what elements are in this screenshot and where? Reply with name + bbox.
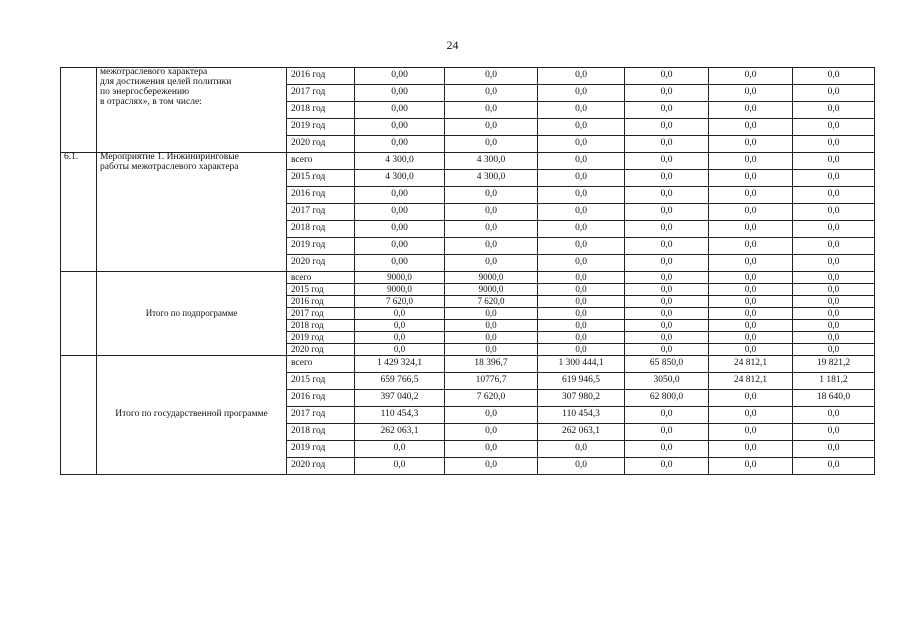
section-name-line: Мероприятие 1. Инжиниринговые (100, 152, 239, 162)
value-cell: 0,0 (625, 153, 709, 170)
value-cell: 0,0 (625, 320, 709, 332)
period-cell: 2016 год (287, 187, 355, 204)
value-cell: 0,00 (355, 187, 445, 204)
period-cell: всего (287, 356, 355, 373)
value-cell: 0,0 (538, 153, 625, 170)
value-cell: 0,0 (709, 296, 793, 308)
value-cell: 0,0 (355, 320, 445, 332)
value-cell: 0,0 (709, 187, 793, 204)
value-cell: 0,0 (538, 296, 625, 308)
value-cell: 0,0 (538, 221, 625, 238)
value-cell: 19 821,2 (793, 356, 875, 373)
value-cell: 1 181,2 (793, 373, 875, 390)
value-cell: 0,0 (445, 424, 538, 441)
period-cell: 2018 год (287, 102, 355, 119)
value-cell: 0,0 (538, 344, 625, 356)
value-cell: 0,0 (625, 272, 709, 284)
value-cell: 4 300,0 (445, 170, 538, 187)
value-cell: 0,0 (625, 102, 709, 119)
value-cell: 24 812,1 (709, 356, 793, 373)
value-cell: 0,0 (793, 187, 875, 204)
value-cell: 0,0 (538, 238, 625, 255)
value-cell: 619 946,5 (538, 373, 625, 390)
value-cell: 0,0 (538, 187, 625, 204)
value-cell: 0,0 (793, 332, 875, 344)
value-cell: 0,0 (709, 272, 793, 284)
value-cell: 0,0 (709, 255, 793, 272)
value-cell: 659 766,5 (355, 373, 445, 390)
period-cell: 2016 год (287, 296, 355, 308)
section-name-cell (97, 272, 287, 356)
value-cell: 3050,0 (625, 373, 709, 390)
value-cell: 0,0 (793, 255, 875, 272)
value-cell: 0,0 (538, 458, 625, 475)
value-cell: 0,0 (709, 441, 793, 458)
value-cell: 0,0 (625, 458, 709, 475)
value-cell: 0,0 (793, 407, 875, 424)
row-index-cell (61, 68, 97, 153)
value-cell: 0,0 (625, 255, 709, 272)
value-cell: 0,0 (538, 68, 625, 85)
period-cell: всего (287, 272, 355, 284)
row-index-cell: 6.1. (61, 153, 97, 272)
value-cell: 24 812,1 (709, 373, 793, 390)
period-cell: 2020 год (287, 136, 355, 153)
value-cell: 0,00 (355, 204, 445, 221)
value-cell: 0,0 (538, 170, 625, 187)
value-cell: 0,0 (445, 441, 538, 458)
value-cell: 0,0 (538, 85, 625, 102)
value-cell: 1 300 444,1 (538, 356, 625, 373)
value-cell: 18 640,0 (793, 390, 875, 407)
value-cell: 0,0 (445, 85, 538, 102)
value-cell: 7 620,0 (445, 390, 538, 407)
value-cell: 0,0 (625, 119, 709, 136)
value-cell: 262 063,1 (538, 424, 625, 441)
value-cell: 0,0 (793, 272, 875, 284)
value-cell: 0,0 (355, 308, 445, 320)
value-cell: 0,0 (445, 320, 538, 332)
value-cell: 9000,0 (445, 284, 538, 296)
value-cell: 0,0 (445, 136, 538, 153)
value-cell: 0,0 (793, 170, 875, 187)
value-cell: 0,0 (793, 238, 875, 255)
value-cell: 0,0 (625, 308, 709, 320)
period-cell: 2020 год (287, 458, 355, 475)
value-cell: 1 429 324,1 (355, 356, 445, 373)
value-cell: 0,0 (625, 187, 709, 204)
period-cell: 2019 год (287, 238, 355, 255)
value-cell: 0,0 (709, 119, 793, 136)
period-cell: 2019 год (287, 332, 355, 344)
value-cell: 0,00 (355, 85, 445, 102)
value-cell: 0,00 (355, 238, 445, 255)
section-name-line: Итого по государственной программе (115, 409, 268, 420)
row-index-cell (61, 272, 97, 356)
value-cell: 110 454,3 (538, 407, 625, 424)
value-cell: 0,0 (709, 390, 793, 407)
period-cell: 2016 год (287, 390, 355, 407)
value-cell: 0,0 (709, 221, 793, 238)
value-cell: 0,0 (625, 221, 709, 238)
value-cell: 0,0 (625, 296, 709, 308)
value-cell: 0,00 (355, 68, 445, 85)
budget-table (60, 67, 875, 475)
value-cell: 0,0 (709, 308, 793, 320)
page-number: 24 (446, 38, 459, 52)
period-cell: 2017 год (287, 308, 355, 320)
section-name-line: работы межотраслевого характера (100, 161, 239, 172)
period-cell: 2018 год (287, 221, 355, 238)
value-cell: 0,0 (709, 85, 793, 102)
value-cell: 7 620,0 (445, 296, 538, 308)
value-cell: 0,0 (625, 204, 709, 221)
value-cell: 0,0 (445, 68, 538, 85)
value-cell: 0,0 (793, 296, 875, 308)
value-cell: 0,0 (793, 308, 875, 320)
value-cell: 0,0 (793, 119, 875, 136)
period-cell: 2017 год (287, 85, 355, 102)
period-cell: всего (287, 153, 355, 170)
value-cell: 0,0 (709, 332, 793, 344)
table-row (61, 153, 875, 170)
table-row (61, 68, 875, 85)
value-cell: 0,00 (355, 119, 445, 136)
value-cell: 0,0 (709, 320, 793, 332)
value-cell: 0,0 (793, 458, 875, 475)
period-cell: 2015 год (287, 373, 355, 390)
value-cell: 0,0 (445, 204, 538, 221)
value-cell: 0,0 (445, 255, 538, 272)
section-name-cell (97, 68, 287, 153)
value-cell: 0,0 (625, 136, 709, 153)
value-cell: 4 300,0 (355, 170, 445, 187)
value-cell: 0,0 (793, 136, 875, 153)
value-cell: 0,0 (793, 424, 875, 441)
period-cell: 2018 год (287, 320, 355, 332)
value-cell: 0,0 (625, 407, 709, 424)
value-cell: 65 850,0 (625, 356, 709, 373)
value-cell: 0,0 (793, 441, 875, 458)
value-cell: 0,0 (793, 221, 875, 238)
value-cell: 62 800,0 (625, 390, 709, 407)
section-name-line: для достижения целей политики (100, 76, 232, 87)
value-cell: 0,0 (793, 204, 875, 221)
value-cell: 0,0 (445, 308, 538, 320)
value-cell: 0,0 (445, 407, 538, 424)
value-cell: 9000,0 (445, 272, 538, 284)
value-cell: 0,0 (538, 204, 625, 221)
period-cell: 2015 год (287, 284, 355, 296)
table-row (61, 356, 875, 373)
value-cell: 0,0 (625, 68, 709, 85)
period-cell: 2020 год (287, 344, 355, 356)
value-cell: 0,0 (709, 204, 793, 221)
value-cell: 10776,7 (445, 373, 538, 390)
value-cell: 0,0 (793, 344, 875, 356)
table-row (61, 272, 875, 284)
value-cell: 0,0 (709, 284, 793, 296)
value-cell: 0,0 (445, 238, 538, 255)
value-cell: 0,0 (538, 255, 625, 272)
value-cell: 0,0 (538, 441, 625, 458)
value-cell: 0,0 (709, 136, 793, 153)
value-cell: 0,0 (538, 102, 625, 119)
value-cell: 0,0 (709, 170, 793, 187)
value-cell: 0,0 (538, 284, 625, 296)
value-cell: 0,0 (445, 102, 538, 119)
value-cell: 0,0 (709, 102, 793, 119)
row-index-cell (61, 356, 97, 475)
value-cell: 0,0 (793, 102, 875, 119)
period-cell: 2019 год (287, 441, 355, 458)
value-cell: 0,0 (445, 458, 538, 475)
value-cell: 9000,0 (355, 272, 445, 284)
value-cell: 0,00 (355, 255, 445, 272)
value-cell: 0,0 (445, 221, 538, 238)
value-cell: 0,0 (793, 153, 875, 170)
value-cell: 0,0 (445, 332, 538, 344)
section-name-line: межотраслевого характера (100, 67, 208, 77)
value-cell: 0,0 (355, 458, 445, 475)
value-cell: 0,0 (625, 170, 709, 187)
value-cell: 262 063,1 (355, 424, 445, 441)
value-cell: 0,0 (625, 284, 709, 296)
value-cell: 0,0 (793, 68, 875, 85)
value-cell: 0,0 (625, 441, 709, 458)
period-cell: 2018 год (287, 424, 355, 441)
value-cell: 0,0 (625, 424, 709, 441)
value-cell: 0,0 (709, 344, 793, 356)
value-cell: 0,0 (793, 85, 875, 102)
value-cell: 18 396,7 (445, 356, 538, 373)
value-cell: 0,0 (355, 344, 445, 356)
value-cell: 0,0 (709, 407, 793, 424)
value-cell: 0,00 (355, 102, 445, 119)
value-cell: 0,0 (625, 332, 709, 344)
period-cell: 2016 год (287, 68, 355, 85)
value-cell: 0,0 (709, 458, 793, 475)
period-cell: 2017 год (287, 204, 355, 221)
value-cell: 0,0 (625, 344, 709, 356)
value-cell: 0,00 (355, 136, 445, 153)
value-cell: 0,0 (625, 238, 709, 255)
section-name-cell (97, 153, 287, 272)
value-cell: 0,0 (538, 308, 625, 320)
value-cell: 397 040,2 (355, 390, 445, 407)
value-cell: 0,0 (793, 284, 875, 296)
value-cell: 110 454,3 (355, 407, 445, 424)
value-cell: 0,0 (709, 68, 793, 85)
value-cell: 4 300,0 (445, 153, 538, 170)
period-cell: 2020 год (287, 255, 355, 272)
value-cell: 4 300,0 (355, 153, 445, 170)
period-cell: 2015 год (287, 170, 355, 187)
section-name-line: в отраслях», в том числе: (100, 96, 202, 107)
value-cell: 7 620,0 (355, 296, 445, 308)
value-cell: 9000,0 (355, 284, 445, 296)
value-cell: 0,0 (538, 320, 625, 332)
section-name-cell (97, 356, 287, 475)
period-cell: 2019 год (287, 119, 355, 136)
value-cell: 0,0 (445, 187, 538, 204)
value-cell: 0,0 (538, 136, 625, 153)
value-cell: 0,0 (445, 344, 538, 356)
section-name-line: Итого по подпрограмме (145, 308, 238, 318)
value-cell: 0,00 (355, 221, 445, 238)
value-cell: 0,0 (445, 119, 538, 136)
value-cell: 307 980,2 (538, 390, 625, 407)
value-cell: 0,0 (793, 320, 875, 332)
value-cell: 0,0 (538, 119, 625, 136)
value-cell: 0,0 (625, 85, 709, 102)
value-cell: 0,0 (538, 272, 625, 284)
section-name-line: по энергосбережению (100, 86, 190, 97)
value-cell: 0,0 (709, 424, 793, 441)
period-cell: 2017 год (287, 407, 355, 424)
value-cell: 0,0 (355, 332, 445, 344)
value-cell: 0,0 (709, 153, 793, 170)
value-cell: 0,0 (709, 238, 793, 255)
value-cell: 0,0 (538, 332, 625, 344)
value-cell: 0,0 (355, 441, 445, 458)
